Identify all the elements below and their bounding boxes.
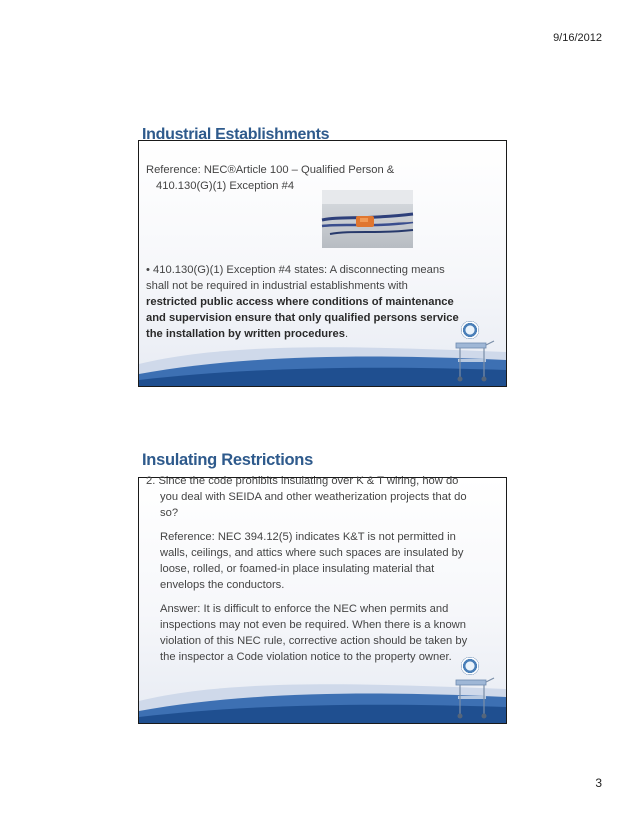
bold-text: the installation by written procedures	[146, 328, 345, 340]
bold-text: and supervision ensure that only qualified persons service	[146, 312, 459, 324]
bold-text-last	[146, 327, 348, 343]
question-text: so?	[160, 507, 179, 519]
seal-icon	[461, 657, 479, 675]
reference-line: Reference: NEC®Article 100 – Qualified Person &	[146, 164, 395, 176]
slide-title: Industrial Establishments	[142, 126, 330, 143]
reference-text: Reference: NEC 394.12(5) indicates K&T is not permitted in	[160, 531, 456, 543]
reference-text: envelops the conductors.	[160, 579, 285, 591]
answer-text: the inspector a Code violation notice to the property owner.	[160, 651, 452, 663]
slide-insulating-restrictions	[138, 451, 507, 724]
question-text: you deal with SEIDA and other weatherization projects that do	[160, 491, 467, 503]
page-number: 3	[595, 776, 602, 790]
cart-icon	[452, 337, 497, 383]
question-text: 2. Since the code prohibits insulating over K & T wiring, how do	[146, 475, 459, 487]
answer-text: Answer: It is difficult to enforce the NEC when permits and	[160, 603, 449, 615]
bullet-text: • 410.130(G)(1) Exception #4 states: A disconnecting means	[146, 264, 445, 276]
header-date: 9/16/2012	[553, 32, 602, 44]
period-text: .	[344, 328, 349, 340]
slide-industrial-establishments	[138, 126, 507, 387]
blue-swoosh-decoration	[139, 661, 506, 723]
cart-icon	[452, 674, 497, 720]
bold-text: restricted public access where conditions of maintenance	[146, 296, 454, 308]
slide-title: Insulating Restrictions	[142, 451, 313, 469]
reference-text: loose, rolled, or foamed-in place insulating material that	[160, 563, 435, 575]
answer-text: inspections may not even be required. When there is a known	[160, 619, 466, 631]
reference-text: walls, ceilings, and attics where such spaces are insulated by	[160, 547, 464, 559]
answer-text: violation of this NEC rule, corrective action should be taken by	[160, 635, 468, 647]
wire-connector-photo	[322, 190, 413, 248]
bullet-text: shall not be required in industrial establishments with	[146, 280, 408, 292]
reference-line: 410.130(G)(1) Exception #4	[156, 180, 295, 192]
